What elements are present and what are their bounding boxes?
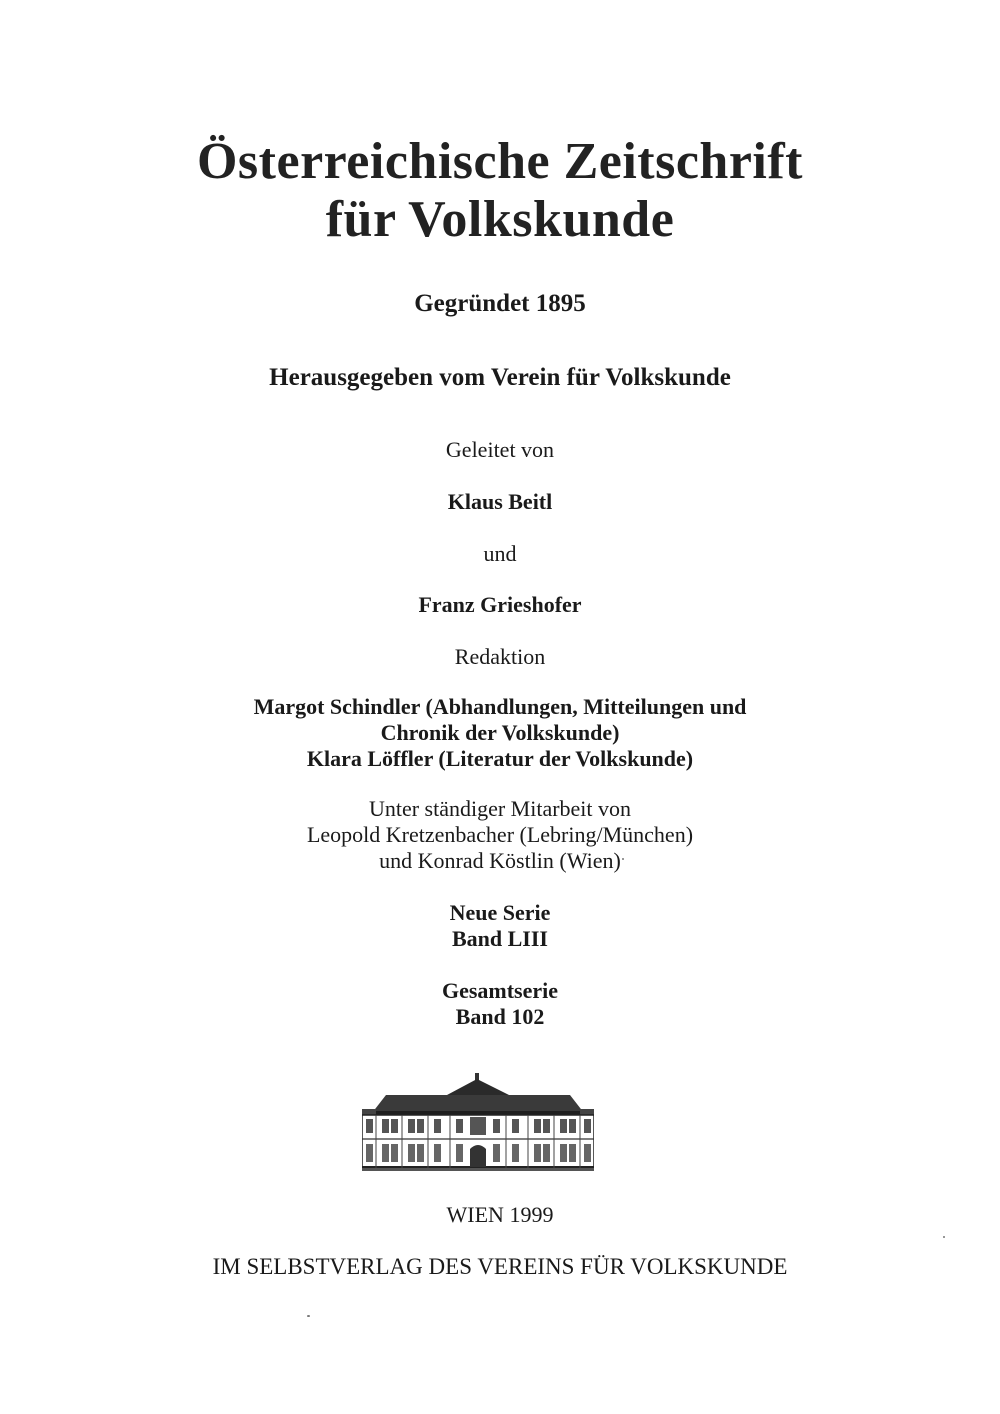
new-series-volume: Band LIII bbox=[451, 926, 548, 951]
building-emblem-icon bbox=[362, 1073, 594, 1173]
editorial-label: Redaktion bbox=[454, 644, 546, 669]
total-series-label: Gesamtserie bbox=[441, 978, 559, 1003]
journal-title-line-2: für Volkskunde bbox=[325, 191, 675, 248]
journal-title-line-1: Österreichische Zeitschrift bbox=[196, 133, 803, 190]
founded-line: Gegründet 1895 bbox=[414, 290, 586, 317]
editorial-line-3: Klara Löffler (Literatur der Volkskunde) bbox=[306, 746, 694, 771]
scan-speck bbox=[622, 858, 624, 860]
edited-by-label: Geleitet von bbox=[445, 437, 555, 462]
publisher-line: Herausgegeben vom Verein für Volkskunde bbox=[269, 364, 731, 391]
collaborators-line-1: Unter ständiger Mitarbeit von bbox=[368, 796, 632, 821]
scan-speck bbox=[307, 1315, 310, 1317]
editor-2: Franz Grieshofer bbox=[418, 592, 582, 617]
editorial-line-2: Chronik der Volkskunde) bbox=[380, 720, 620, 745]
editor-1: Klaus Beitl bbox=[447, 489, 553, 514]
and-word: und bbox=[483, 541, 517, 566]
collaborators-line-2: Leopold Kretzenbacher (Lebring/München) bbox=[306, 822, 694, 847]
scan-speck bbox=[943, 1236, 945, 1238]
total-series-volume: Band 102 bbox=[455, 1004, 545, 1029]
editorial-line-1: Margot Schindler (Abhandlungen, Mitteilungen und bbox=[253, 694, 747, 719]
new-series-label: Neue Serie bbox=[449, 900, 551, 925]
collaborators-line-3: und Konrad Köstlin (Wien) bbox=[379, 848, 621, 873]
self-publishing-line: IM SELBSTVERLAG DES VEREINS FÜR VOLKSKUNDE bbox=[212, 1254, 788, 1279]
place-year: WIEN 1999 bbox=[446, 1202, 554, 1227]
